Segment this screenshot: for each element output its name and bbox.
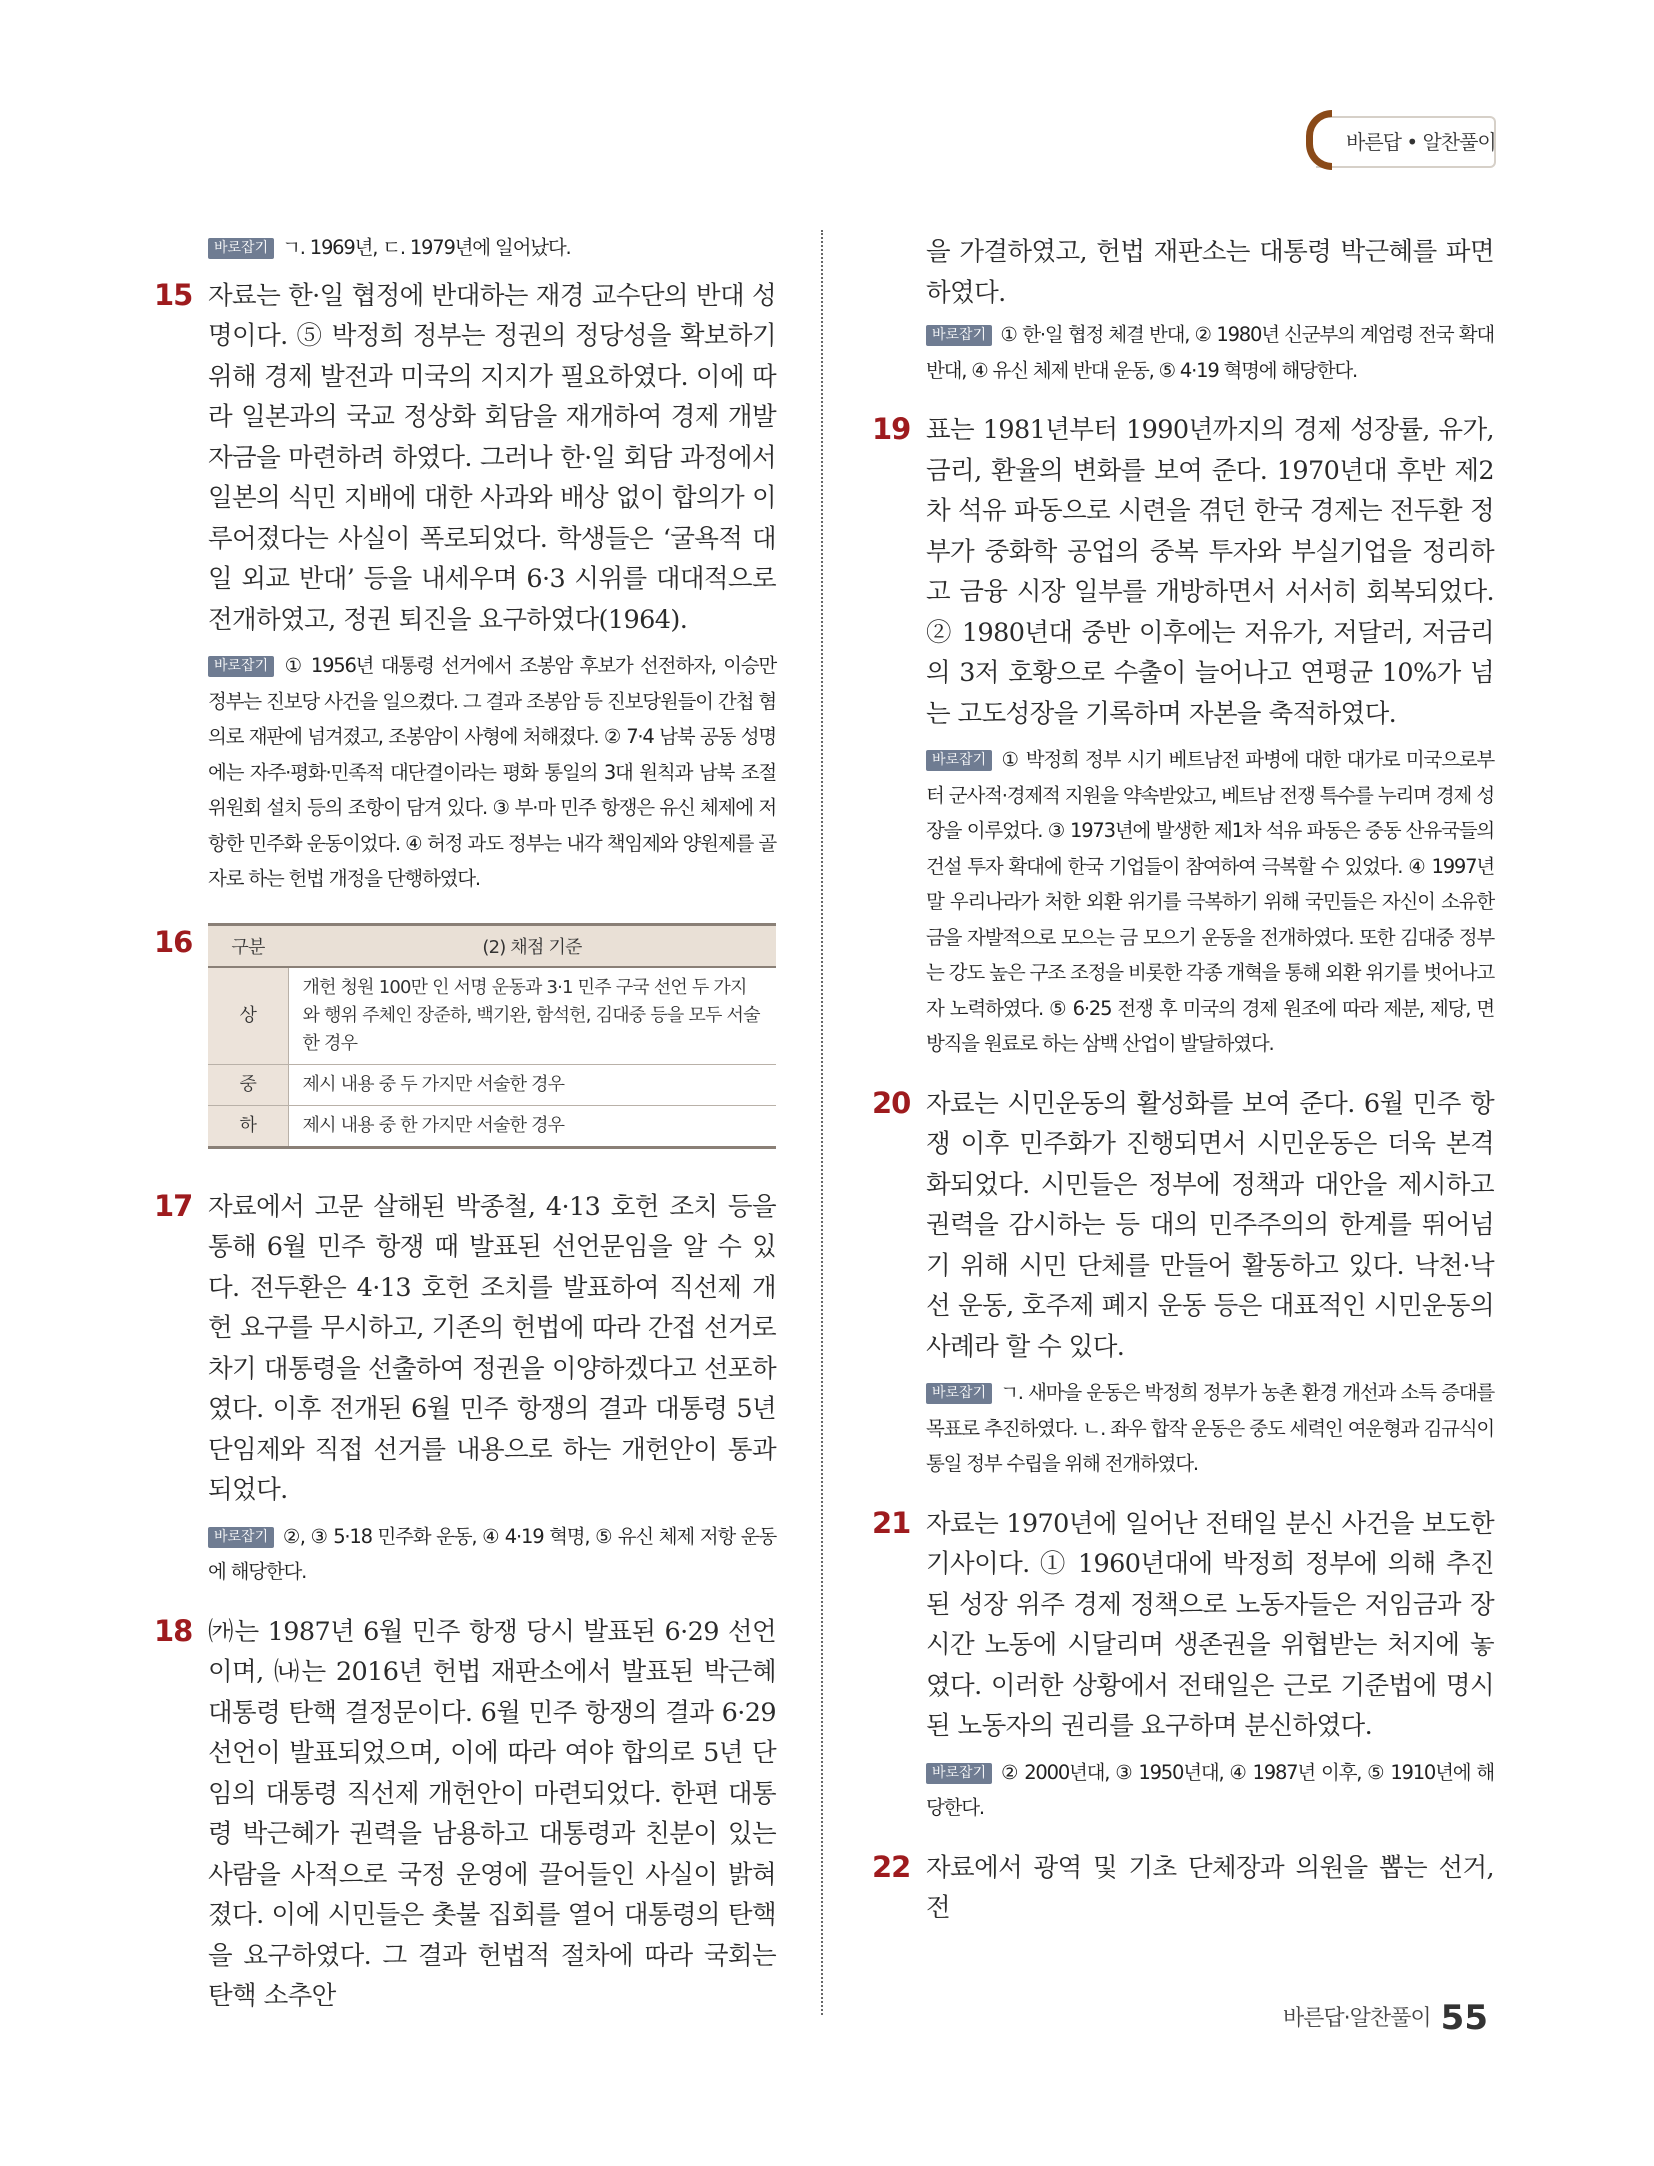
- question-body: ㈎는 1987년 6월 민주 항쟁 당시 발표된 6·29 선언이며, ㈏는 2016년 헌법 재판소에서 발표된 박근혜 대통령 탄핵 결정문이다. 6월 민주 항쟁의 결과 6·29 선언이 발표되었으며, 이에 따라 여야 합의로 5년 단임의 대통령 직선제 개헌안이 마련되었다. 한편 대통령 박근혜가 권력을 남용하고 대통령과 친분이 있는 사람을 사적으로 국정 운영에 끌어들인 사실이 밝혀졌다. 이에 시민들은 촛불 집회를 열어 대통령의 탄핵을 요구하였다. 그 결과 헌법적 절차에 따라 국회는 탄핵 소추안: [208, 1616, 776, 2011]
- table-header: (2) 채점 기준: [288, 924, 776, 967]
- table-row: [208, 967, 776, 1065]
- question-body: 표는 1981년부터 1990년까지의 경제 성장률, 유가, 금리, 환율의 변화를 보여 준다. 1970년대 후반 제2차 석유 파동으로 시련을 겪던 한국 경제는 전두환 정부가 중화학 공업의 중복 투자와 부실기업을 정리하고 금융 시장 일부를 개방하면서 서서히 회복되었다. ② 1980년대 중반 이후에는 저유가, 저달러, 저금리의 3저 호황으로 수출이 늘어나고 연평균 10%가 넘는 고도성장을 기록하며 자본을 축적하였다.: [926, 415, 1494, 729]
- note-text: ① 한·일 협정 체결 반대, ② 1980년 신군부의 계엄령 전국 확대 반대, ④ 유신 체제 반대 운동, ⑤ 4·19 혁명에 해당한다.: [926, 323, 1494, 382]
- question-body: 자료는 시민운동의 활성화를 보여 준다. 6월 민주 항쟁 이후 민주화가 진행되면서 시민운동은 더욱 본격화되었다. 시민들은 정부에 정책과 대안을 제시하고 권력을 감시하는 등 대의 민주주의의 한계를 뛰어넘기 위해 시민 단체를 만들어 활동하고 있다. 낙천·낙선 운동, 호주제 폐지 운동 등은 대표적인 시민운동의 사례라 할 수 있다.: [926, 1088, 1494, 1362]
- question-note: [926, 1755, 1494, 1826]
- question-number: 20: [872, 1085, 911, 1120]
- question-note: [926, 1375, 1494, 1482]
- question-18: [154, 1612, 776, 2017]
- question-15: [154, 276, 776, 897]
- note-text: ② 2000년대, ③ 1950년대, ④ 1987년 이후, ⑤ 1910년에 해당한다.: [926, 1760, 1494, 1819]
- correction-badge: 바로잡기: [208, 238, 274, 259]
- page-number: 55: [1440, 1998, 1488, 2038]
- question-number: 18: [154, 1613, 193, 1648]
- correction-badge: 바로잡기: [926, 1383, 992, 1404]
- question-body: 자료에서 고문 살해된 박종철, 4·13 호헌 조치 등을 통해 6월 민주 항쟁 때 발표된 선언문임을 알 수 있다. 전두환은 4·13 호헌 조치를 발표하여 직선제 개헌 요구를 무시하고, 기존의 헌법에 따라 간접 선거로 차기 대통령을 선출하여 정권을 이양하겠다고 선포하였다. 이후 전개된 6월 민주 항쟁의 결과 대통령 5년 단임제와 직접 선거를 내용으로 하는 개헌안이 통과되었다.: [208, 1191, 776, 1505]
- question-16: [154, 923, 776, 1149]
- question-number: 19: [872, 412, 911, 446]
- question-body: 자료에서 광역 및 기초 단체장과 의원을 뽑는 선거, 전: [926, 1852, 1494, 1923]
- correction-badge: 바로잡기: [208, 656, 274, 677]
- correction-badge: 바로잡기: [208, 1527, 274, 1548]
- question-note: [208, 648, 776, 897]
- correction-badge: 바로잡기: [926, 750, 992, 771]
- header-tab-label: 바른답 • 알찬풀이: [1346, 130, 1496, 154]
- note-text: ① 박정희 정부 시기 베트남전 파병에 대한 대가로 미국으로부터 군사적·경제적 지원을 약속받았고, 베트남 전쟁 특수를 누리며 경제 성장을 이루었다. ③ 1973년에 발생한 제1차 석유 파동은 중동 산유국들의 건설 투자 확대에 한국 기업들이 참여하여 극복할 수 있었다. ④ 1997년 말 우리나라가 처한 외환 위기를 극복하기 위해 국민들은 자신이 소유한 금을 자발적으로 모으는 금 모으기 운동을 전개하였다. 또한 김대중 정부는 강도 높은 구조 조정을 비롯한 각종 개혁을 통해 외환 위기를 벗어나고자 노력하였다. ⑤ 6·25 전쟁 후 미국의 경제 원조에 따라 제분, 제당, 면방직을 원료로 하는 삼백 산업이 발달하였다.: [926, 748, 1494, 1055]
- question-number: 16: [154, 924, 193, 959]
- pre-note-text: ㄱ. 1969년, ㄷ. 1979년에 일어났다.: [282, 236, 571, 259]
- header-tab-arc: [1306, 110, 1332, 170]
- question-note: [926, 742, 1494, 1062]
- question-number: 15: [154, 277, 193, 312]
- question-20: [872, 1084, 1494, 1482]
- note-text: ㄱ. 새마을 운동은 박정희 정부가 농촌 환경 개선과 소득 증대를 목표로 추진하였다. ㄴ. 좌우 합작 운동은 중도 세력인 여운형과 김규식이 통일 정부 수립을 위해 전개하였다.: [926, 1381, 1494, 1475]
- footer-label: 바른답·알찬풀이: [1282, 2006, 1431, 2031]
- table-header: 구분: [208, 924, 288, 967]
- question-18-continued: [926, 232, 1494, 388]
- table-row: [208, 1105, 776, 1147]
- question-22: [872, 1848, 1494, 1929]
- note-text: ②, ③ 5·18 민주화 운동, ④ 4·19 혁명, ⑤ 유신 체제 저항 운동에 해당한다.: [208, 1524, 776, 1583]
- grade-cell: 상: [208, 967, 288, 1065]
- question-note: [208, 1519, 776, 1590]
- page-footer: [1283, 1998, 1488, 2038]
- left-column: [154, 232, 776, 2017]
- question-body: 자료는 한·일 협정에 반대하는 재경 교수단의 반대 성명이다. ⑤ 박정희 정부는 정권의 정당성을 확보하기 위해 경제 발전과 미국의 지지가 필요하였다. 이에 따라 일본과의 국교 정상화 회담을 재개하여 경제 개발 자금을 마련하려 하였다. 그러나 한·일 회담 과정에서 일본의 식민 지배에 대한 사과와 배상 없이 합의가 이루어졌다는 사실이 폭로되었다. 학생들은 ‘굴욕적 대일 외교 반대’ 등을 내세우며 6·3 시위를 대대적으로 전개하였고, 정권 퇴진을 요구하였다(1964).: [208, 280, 776, 635]
- question-number: 21: [872, 1505, 911, 1540]
- column-divider: [821, 230, 823, 2015]
- correction-badge: 바로잡기: [926, 1763, 992, 1784]
- question-number: 17: [154, 1188, 193, 1223]
- question-21: [872, 1504, 1494, 1826]
- question-number: 22: [872, 1849, 911, 1884]
- criterion-cell: 제시 내용 중 한 가지만 서술한 경우: [288, 1105, 776, 1147]
- question-body: 자료는 1970년에 일어난 전태일 분신 사건을 보도한 기사이다. ① 1960년대에 박정희 정부에 의해 추진된 성장 위주 경제 정책으로 노동자들은 저임금과 장시간 노동에 시달리며 생존권을 위협받는 처지에 놓였다. 이러한 상황에서 전태일은 근로 기준법에 명시된 노동자의 권리를 요구하며 분신하였다.: [926, 1508, 1494, 1741]
- criterion-cell: 제시 내용 중 두 가지만 서술한 경우: [288, 1064, 776, 1105]
- question-body: 을 가결하였고, 헌법 재판소는 대통령 박근혜를 파면하였다.: [926, 237, 1494, 308]
- right-column: [872, 232, 1494, 1929]
- criterion-cell: 개헌 청원 100만 인 서명 운동과 3·1 민주 구국 선언 두 가지와 행위 주체인 장준하, 백기완, 함석헌, 김대중 등을 모두 서술한 경우: [288, 967, 776, 1065]
- scoring-table: [208, 923, 776, 1149]
- table-row: [208, 1064, 776, 1105]
- pre-note: [208, 230, 776, 266]
- note-text: ① 1956년 대통령 선거에서 조봉암 후보가 선전하자, 이승만 정부는 진보당 사건을 일으켰다. 그 결과 조봉암 등 진보당원들이 간첩 혐의로 재판에 넘겨졌고, 조봉암이 사형에 처해졌다. ② 7·4 남북 공동 성명에는 자주·평화·민족적 대단결이라는 평화 통일의 3대 원칙과 남북 조절 위원회 설치 등의 조항이 담겨 있다. ③ 부·마 민주 항쟁은 유신 체제에 저항한 민주화 운동이었다. ④ 허정 과도 정부는 내각 책임제와 양원제를 골자로 하는 헌법 개정을 단행하였다.: [208, 654, 776, 890]
- question-19: [872, 410, 1494, 1062]
- grade-cell: 중: [208, 1064, 288, 1105]
- question-17: [154, 1187, 776, 1590]
- grade-cell: 하: [208, 1105, 288, 1147]
- question-note: [926, 317, 1494, 388]
- correction-badge: 바로잡기: [926, 325, 992, 346]
